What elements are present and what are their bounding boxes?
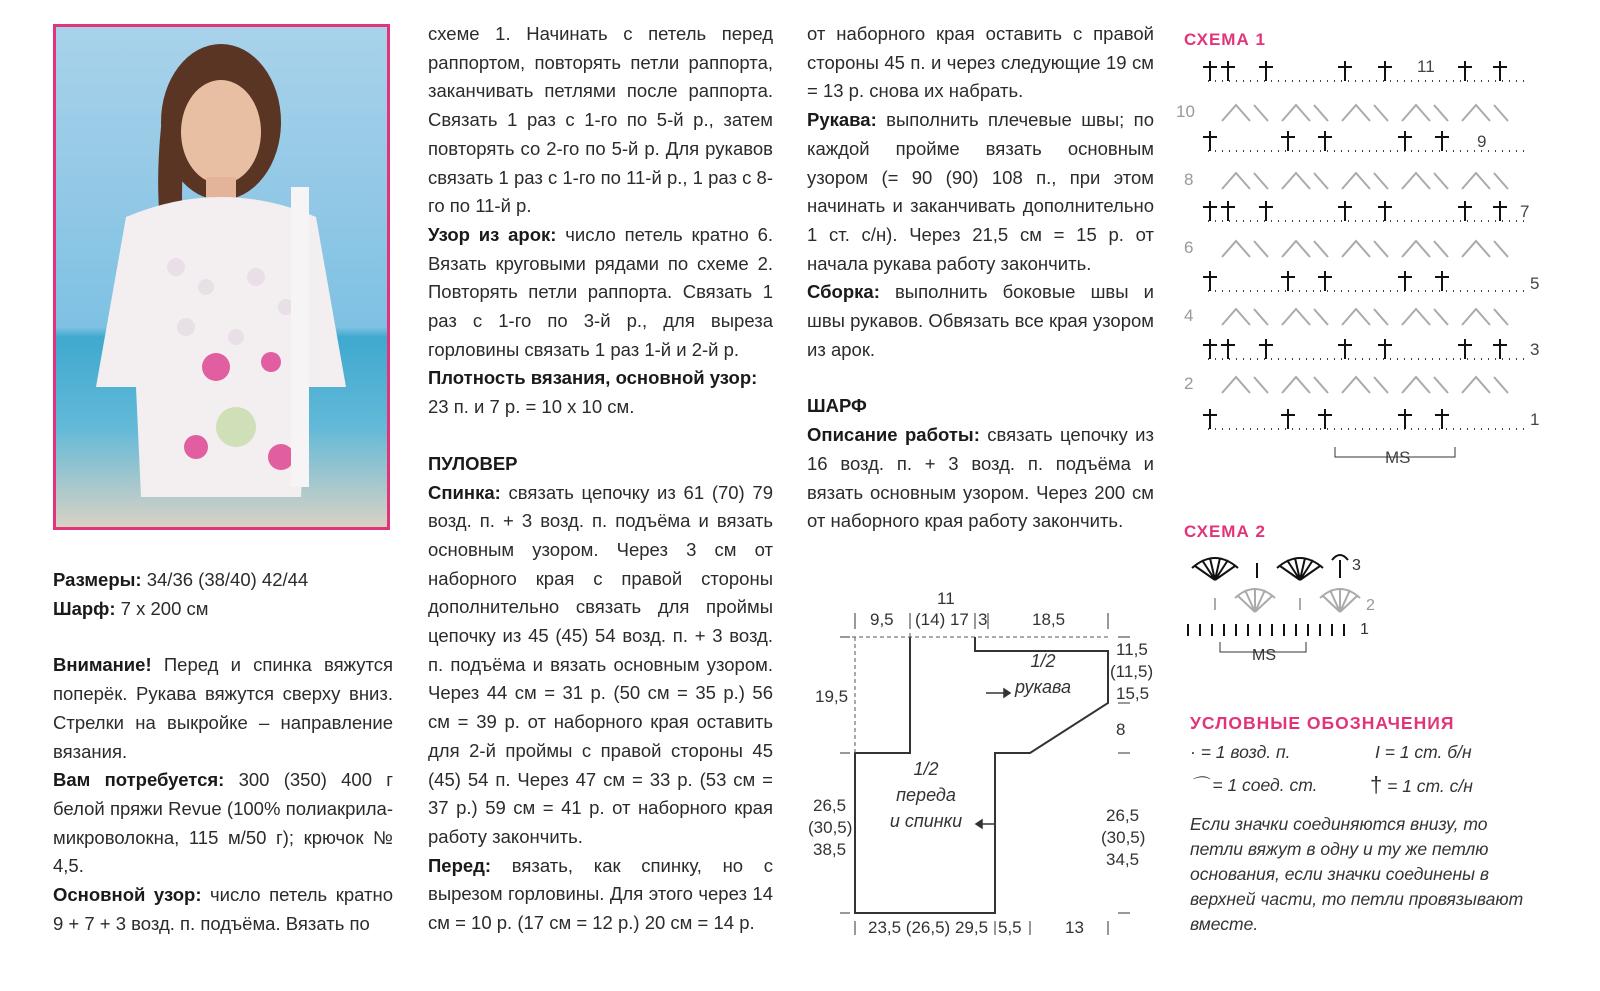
dc-stitch-symbol bbox=[1221, 61, 1235, 81]
front-paragraph bbox=[428, 852, 773, 938]
arch-stitch-symbol bbox=[1342, 105, 1388, 121]
column-3 bbox=[807, 20, 1154, 536]
arch-stitch-symbol bbox=[1222, 377, 1268, 393]
scarf-value: 7 х 200 см bbox=[115, 597, 209, 619]
dc-stitch-symbol bbox=[1221, 201, 1235, 221]
body-label-1: переда bbox=[896, 785, 956, 805]
pattern-diagram bbox=[800, 585, 1170, 945]
scheme1-row-4: 4 bbox=[1184, 306, 1194, 325]
scheme1-row-2: 2 bbox=[1184, 374, 1194, 393]
arch-stitch-symbol bbox=[1402, 105, 1448, 121]
arch-label: Узор из арок: bbox=[428, 223, 557, 245]
dim-b-13: 13 bbox=[1065, 918, 1084, 937]
scheme1-row-3: 3 bbox=[1530, 340, 1540, 359]
dc-stitch-symbol bbox=[1318, 131, 1332, 151]
arch-stitch-symbol bbox=[1282, 377, 1328, 393]
sleeves-label: Рукава: bbox=[807, 109, 877, 131]
scheme1-row-1: 1 bbox=[1530, 410, 1540, 429]
body-fraction: 1/2 bbox=[913, 759, 939, 779]
scarf-label: Шарф: bbox=[53, 597, 116, 619]
arch-stitch-symbol bbox=[1222, 173, 1268, 189]
legend-sc bbox=[1375, 742, 1472, 763]
dim-l-19-5: 19,5 bbox=[815, 687, 849, 706]
dc-stitch-symbol bbox=[1398, 271, 1412, 291]
arch-stitch-symbol bbox=[1282, 105, 1328, 121]
density-label: Плотность вязания, основной узор: bbox=[428, 367, 758, 389]
sizes-value: 34/36 (38/40) 42/44 bbox=[141, 569, 309, 590]
front-label: Перед: bbox=[428, 854, 492, 876]
dc-stitch-symbol bbox=[1435, 271, 1449, 291]
back-text: связать цепочку из 61 (70) 79 возд. п. + 3 возд. п. подъёма и вязать основным узором. Через 3 см от наборного края с правой стороны дополнительно связать для проймы цепочку из 45 (45) 54 возд. п. + 3 возд. п. подъёма и вязать основным узором. Через 44 см = 31 р. (50 см = 35 р.) 56 см = 39 р. от наборного края оставить для 2-й проймы с правой стороны 45 (45) 54 п. Через 47 см = 33 р. (53 см = 37 р.) 59 см = 41 р. от наборного края работу закончить. bbox=[428, 481, 773, 847]
attention-text: Перед и спинка вяжутся поперёк. Рукава вяжутся сверху вниз. Стрелки на выкройке – направление вязания. bbox=[53, 654, 393, 762]
dim-r-8: 8 bbox=[1116, 720, 1126, 739]
scheme1-row-5: 5 bbox=[1530, 274, 1540, 293]
arch-stitch-symbol bbox=[1462, 309, 1508, 325]
scheme2-row-1: 1 bbox=[1360, 621, 1369, 638]
dc-stitch-symbol bbox=[1493, 61, 1507, 81]
arch-stitch-symbol bbox=[1282, 309, 1328, 325]
dc-stitch-symbol bbox=[1203, 339, 1217, 359]
arch-stitch-symbol bbox=[1342, 173, 1388, 189]
scheme2-row-2: 2 bbox=[1366, 597, 1375, 614]
need-paragraph bbox=[53, 766, 393, 881]
scheme2-fan-2 bbox=[1277, 558, 1323, 580]
legend-note: Если значки соединяются внизу, то петли вяжут в одну и ту же петлю основания, если значки соединены в верхней части, то петли провязывают вместе. bbox=[1190, 814, 1524, 934]
dc-stitch-symbol bbox=[1378, 61, 1392, 81]
arch-stitch-symbol bbox=[1462, 377, 1508, 393]
scheme1-row-6: 6 bbox=[1184, 238, 1194, 257]
dc-stitch-symbol bbox=[1318, 409, 1332, 429]
dc-stitch-symbol bbox=[1338, 61, 1352, 81]
sleeves-text: выполнить плечевые швы; по каждой пройме вязать основным узором (= 90 (90) 108 п., при этом начинать и заканчивать дополнительно 1 ст. с/н). Через 21,5 см = 15 р. от начала рукава работу закончить. bbox=[807, 109, 1154, 274]
arch-stitch-symbol bbox=[1222, 309, 1268, 325]
scarf-heading: ШАРФ bbox=[807, 395, 867, 417]
attention-paragraph bbox=[53, 651, 393, 766]
legend-chain bbox=[1190, 742, 1290, 763]
sizes-line bbox=[53, 566, 393, 595]
work-text: связать цепочку из 16 возд. п. + 3 возд. п. подъёма и вязать основным узором. Через 200 см от наборного края работу закончить. bbox=[807, 424, 1154, 532]
legend-dc bbox=[1370, 772, 1473, 798]
main-pattern-paragraph bbox=[53, 881, 393, 938]
dim-rr-30-5: (30,5) bbox=[1101, 828, 1146, 847]
dc-stitch-symbol bbox=[1435, 131, 1449, 151]
sleeve-label: рукава bbox=[1015, 677, 1071, 697]
main-pattern-label: Основной узор: bbox=[53, 884, 202, 906]
need-text: 300 (350) 400 г белой пряжи Revue (100% полиакрила-микроволокна, 115 м/50 г); крючок № 4,5. bbox=[53, 769, 393, 877]
scheme2-row-3: 3 bbox=[1352, 557, 1361, 574]
column-2 bbox=[428, 20, 773, 938]
dc-stitch-symbol bbox=[1203, 271, 1217, 291]
pullover-heading: ПУЛОВЕР bbox=[428, 452, 518, 474]
arch-stitch-symbol bbox=[1462, 173, 1508, 189]
assembly-text: выполнить боковые швы и швы рукавов. Обвязать все края узором из арок. bbox=[807, 281, 1154, 360]
sizes-label: Размеры: bbox=[53, 569, 142, 590]
dc-stitch-symbol bbox=[1259, 61, 1273, 81]
arch-stitch-symbol bbox=[1462, 105, 1508, 121]
dc-stitch-symbol bbox=[1259, 339, 1273, 359]
dc-stitch-symbol bbox=[1203, 131, 1217, 151]
dc-stitch-symbol bbox=[1458, 339, 1472, 359]
arch-stitch-symbol bbox=[1282, 173, 1328, 189]
scheme1-row-11: 11 bbox=[1417, 57, 1435, 76]
scheme1-row-9: 9 bbox=[1477, 132, 1487, 151]
arch-stitch-symbol bbox=[1222, 241, 1268, 257]
scheme2-chart bbox=[1180, 548, 1400, 668]
dc-stitch-symbol bbox=[1221, 339, 1235, 359]
arch-stitch-symbol bbox=[1462, 241, 1508, 257]
assembly-label: Сборка: bbox=[807, 281, 880, 303]
model-photo bbox=[53, 24, 390, 530]
dc-stitch-symbol bbox=[1398, 409, 1412, 429]
scheme2-fan-1 bbox=[1192, 558, 1238, 580]
arch-paragraph bbox=[428, 221, 773, 365]
dc-stitch-symbol bbox=[1458, 201, 1472, 221]
arch-stitch-symbol bbox=[1402, 173, 1448, 189]
arch-stitch-symbol bbox=[1402, 241, 1448, 257]
dc-stitch-symbol bbox=[1259, 201, 1273, 221]
dc-stitch-symbol bbox=[1493, 201, 1507, 221]
dc-symbol-icon: † bbox=[1370, 772, 1383, 797]
dc-stitch-symbol bbox=[1318, 271, 1332, 291]
dim-l-26-5: 26,5 bbox=[813, 796, 847, 815]
arch-stitch-symbol bbox=[1402, 377, 1448, 393]
dc-stitch-symbol bbox=[1458, 61, 1472, 81]
dc-stitch-symbol bbox=[1281, 409, 1295, 429]
legend-sc-text: = 1 ст. б/н bbox=[1379, 742, 1472, 762]
assembly-paragraph bbox=[807, 278, 1154, 364]
model-photo-illustration bbox=[56, 27, 387, 527]
dc-stitch-symbol bbox=[1281, 131, 1295, 151]
dim-18-5: 18,5 bbox=[1032, 610, 1066, 629]
dim-top-11: 11 bbox=[937, 589, 955, 608]
sleeve-fraction: 1/2 bbox=[1030, 651, 1056, 671]
back-paragraph bbox=[428, 479, 773, 852]
dim-3: 3 bbox=[978, 610, 988, 629]
legend-chain-text: = 1 возд. п. bbox=[1195, 742, 1291, 762]
arch-text: число петель кратно 6. Вязать круговыми рядами по схеме 2. Повторять петли раппорта. Связать 1 раз с 1-го по 3-й р., для выреза горловины связать 1 раз 1-й и 2-й р. bbox=[428, 223, 773, 360]
dc-stitch-symbol bbox=[1203, 61, 1217, 81]
arch-stitch-symbol bbox=[1282, 241, 1328, 257]
dim-l-38-5: 38,5 bbox=[813, 840, 847, 859]
dc-stitch-symbol bbox=[1203, 201, 1217, 221]
dim-r-11-5: 11,5 bbox=[1116, 640, 1148, 659]
col2-paragraph-1: схеме 1. Начинать с петель перед раппортом, повторять петли раппорта, заканчивать петлями после раппорта. Связать 1 раз с 1-го по 5-й р., затем повторять со 2-го по 5-й р. Для рукавов связать 1 раз с 1-го по 11-й р., 1 раз с 8-го по 11-й р. bbox=[428, 23, 773, 217]
legend-title: УСЛОВНЫЕ ОБОЗНАЧЕНИЯ bbox=[1190, 713, 1455, 733]
legend-dc-text: = 1 ст. с/н bbox=[1382, 776, 1473, 796]
need-label: Вам потребуется: bbox=[53, 769, 225, 791]
dc-stitch-symbol bbox=[1435, 409, 1449, 429]
dim-rr-34-5: 34,5 bbox=[1106, 850, 1140, 869]
dim-rr-26-5: 26,5 bbox=[1106, 806, 1140, 825]
dim-9-5: 9,5 bbox=[870, 610, 894, 629]
back-label: Спинка: bbox=[428, 481, 501, 503]
dc-stitch-symbol bbox=[1338, 339, 1352, 359]
scheme1-row-7: 7 bbox=[1520, 202, 1530, 221]
dc-stitch-symbol bbox=[1378, 339, 1392, 359]
scheme1-title: СХЕМА 1 bbox=[1184, 30, 1266, 49]
legend-slip bbox=[1190, 772, 1317, 797]
attention-label: Внимание! bbox=[53, 654, 152, 676]
arch-stitch-symbol bbox=[1222, 105, 1268, 121]
density-text: 23 п. и 7 р. = 10 х 10 см. bbox=[428, 396, 635, 418]
dc-stitch-symbol bbox=[1493, 339, 1507, 359]
legend-slip-text: = 1 соед. ст. bbox=[1207, 775, 1318, 795]
dc-stitch-symbol bbox=[1398, 131, 1412, 151]
dim-r-11-5b: (11,5) bbox=[1110, 662, 1154, 681]
dim-14-17: (14) 17 bbox=[915, 610, 969, 629]
dim-l-30-5: (30,5) bbox=[808, 818, 853, 837]
work-label: Описание работы: bbox=[807, 424, 980, 446]
chain-symbol-icon: · bbox=[1190, 742, 1196, 762]
front-text: вязать, как спинку, но с вырезом горловины. Для этого через 14 см = 10 р. (17 см = 12 р.) 20 см = 14 р. bbox=[428, 854, 773, 934]
arch-stitch-symbol bbox=[1402, 309, 1448, 325]
dc-stitch-symbol bbox=[1203, 409, 1217, 429]
sleeves-paragraph bbox=[807, 106, 1154, 278]
arch-stitch-symbol bbox=[1342, 241, 1388, 257]
dim-b-5-5: 5,5 bbox=[998, 918, 1022, 937]
dim-b-23-5: 23,5 (26,5) 29,5 bbox=[868, 918, 989, 937]
scheme1-ms: MS bbox=[1385, 448, 1411, 467]
scarf-line bbox=[53, 595, 393, 624]
sc-symbol-icon: Ι bbox=[1375, 742, 1380, 762]
work-paragraph bbox=[807, 421, 1154, 536]
scheme1-chart bbox=[1170, 55, 1570, 475]
arch-stitch-symbol bbox=[1342, 377, 1388, 393]
column-1 bbox=[53, 566, 393, 938]
scheme2-ms: MS bbox=[1252, 647, 1276, 664]
dc-stitch-symbol bbox=[1281, 271, 1295, 291]
scheme2-title: СХЕМА 2 bbox=[1184, 522, 1266, 541]
main-pattern-text: число петель кратно 9 + 7 + 3 возд. п. подъёма. Вязать по bbox=[53, 884, 393, 934]
scheme1-row-8: 8 bbox=[1184, 170, 1194, 189]
dc-stitch-symbol bbox=[1338, 201, 1352, 221]
slip-symbol-icon: ⌒ bbox=[1190, 775, 1208, 795]
scheme1-row-10: 10 bbox=[1176, 102, 1195, 121]
dim-r-15-5: 15,5 bbox=[1116, 684, 1150, 703]
arch-stitch-symbol bbox=[1342, 309, 1388, 325]
body-label-2: и спинки bbox=[889, 811, 963, 831]
dc-stitch-symbol bbox=[1378, 201, 1392, 221]
col3-paragraph-1: от наборного края оставить с правой стороны 45 п. и через следующие 19 см = 13 р. снова их набрать. bbox=[807, 23, 1154, 102]
